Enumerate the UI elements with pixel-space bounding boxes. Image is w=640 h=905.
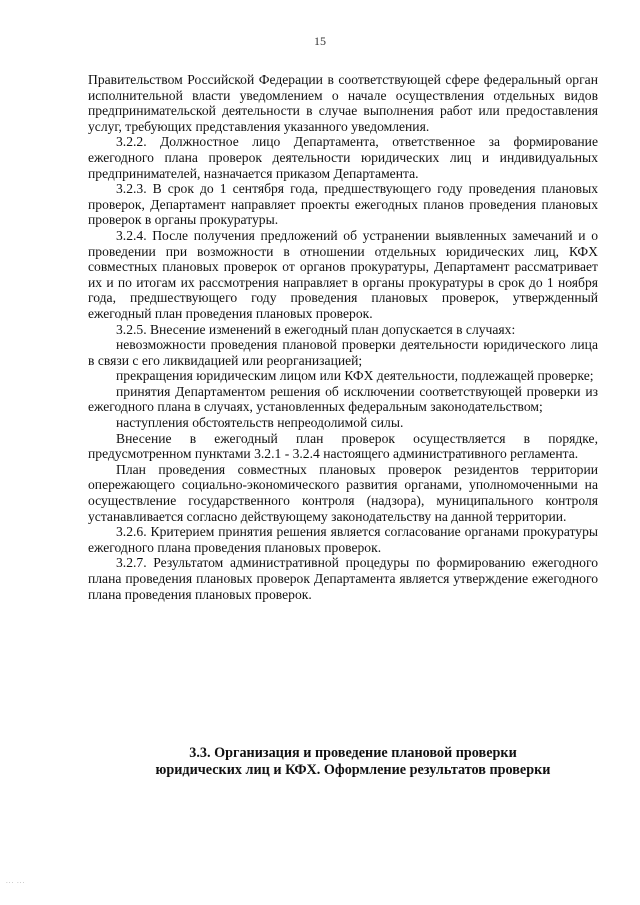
list-item-termination: прекращения юридическим лицом или КФХ деятельности, подлежащей проверке;	[116, 368, 594, 384]
paragraph-joint-inspections: План проведения совместных плановых проверок резидентов территории опережающего социально-экономического развития органами, уполномоченными на осуществление государственного контроля (надзора), муниципального контроля устанавливается согласно действующему законодательству на данной территории.	[88, 461, 598, 524]
document-body	[88, 72, 598, 602]
scan-artifact: ... ...	[6, 877, 26, 885]
list-item-force-majeure: наступления обстоятельств непреодолимой силы.	[116, 415, 404, 431]
paragraph-3-2-2: 3.2.2. Должностное лицо Департамента, ответственное за формирование ежегодного плана проверок деятельности юридических лиц и индивидуальных предпринимателей, назначается приказом Департамента.	[88, 134, 598, 181]
paragraph-continuation: Правительством Российской Федерации в соответствующей сфере федеральный орган исполнительной власти уведомлением о начале осуществления отдельных видов предпринимательской деятельности в случае выполнения работ или предоставления услуг, требующих представления указанного уведомления.	[88, 72, 598, 134]
section-heading-line-2: юридических лиц и КФХ. Оформление результатов проверки	[155, 762, 551, 778]
page-number: 15	[314, 34, 326, 48]
paragraph-amendment-order: Внесение в ежегодный план проверок осуществляется в порядке, предусмотренном пунктами 3.2.1 - 3.2.4 настоящего административного регламента.	[88, 430, 598, 462]
paragraph-3-2-5: 3.2.5. Внесение изменений в ежегодный план допускается в случаях:	[116, 321, 516, 337]
paragraph-3-2-4: 3.2.4. После получения предложений об устранении выявленных замечаний и о проведении при возможности в отношении отдельных юридических лиц, КФХ совместных плановых проверок от органов прокуратуры, Департамент рассматривает их и по итогам их рассмотрения направляет в органы прокуратуры в срок до 1 ноября года, предшествующего году проведения плановых проверок, утвержденный ежегодный план проведения плановых проверок.	[88, 227, 598, 321]
paragraph-3-2-6: 3.2.6. Критерием принятия решения является согласование органами прокуратуры ежегодного плана проведения плановых проверок.	[88, 524, 598, 555]
list-item-exclusion: принятия Департаментом решения об исключении соответствующей проверки из ежегодного плана в случаях, установленных федеральным законодательством;	[88, 383, 598, 415]
list-item-liquidation: невозможности проведения плановой проверки деятельности юридического лица в связи с его ликвидацией или реорганизацией;	[88, 337, 598, 368]
paragraph-3-2-7: 3.2.7. Результатом административной процедуры по формированию ежегодного плана проведения плановых проверок Департамента является утверждение ежегодного плана проведения плановых проверок.	[88, 555, 598, 602]
paragraph-3-2-3: 3.2.3. В срок до 1 сентября года, предшествующего году проведения плановых проверок, Департамент направляет проекты ежегодных планов проведения плановых проверок в органы прокуратуры.	[88, 181, 598, 228]
section-heading-line-1: 3.3. Организация и проведение плановой проверки	[189, 745, 517, 761]
section-heading-3-3	[88, 745, 618, 779]
